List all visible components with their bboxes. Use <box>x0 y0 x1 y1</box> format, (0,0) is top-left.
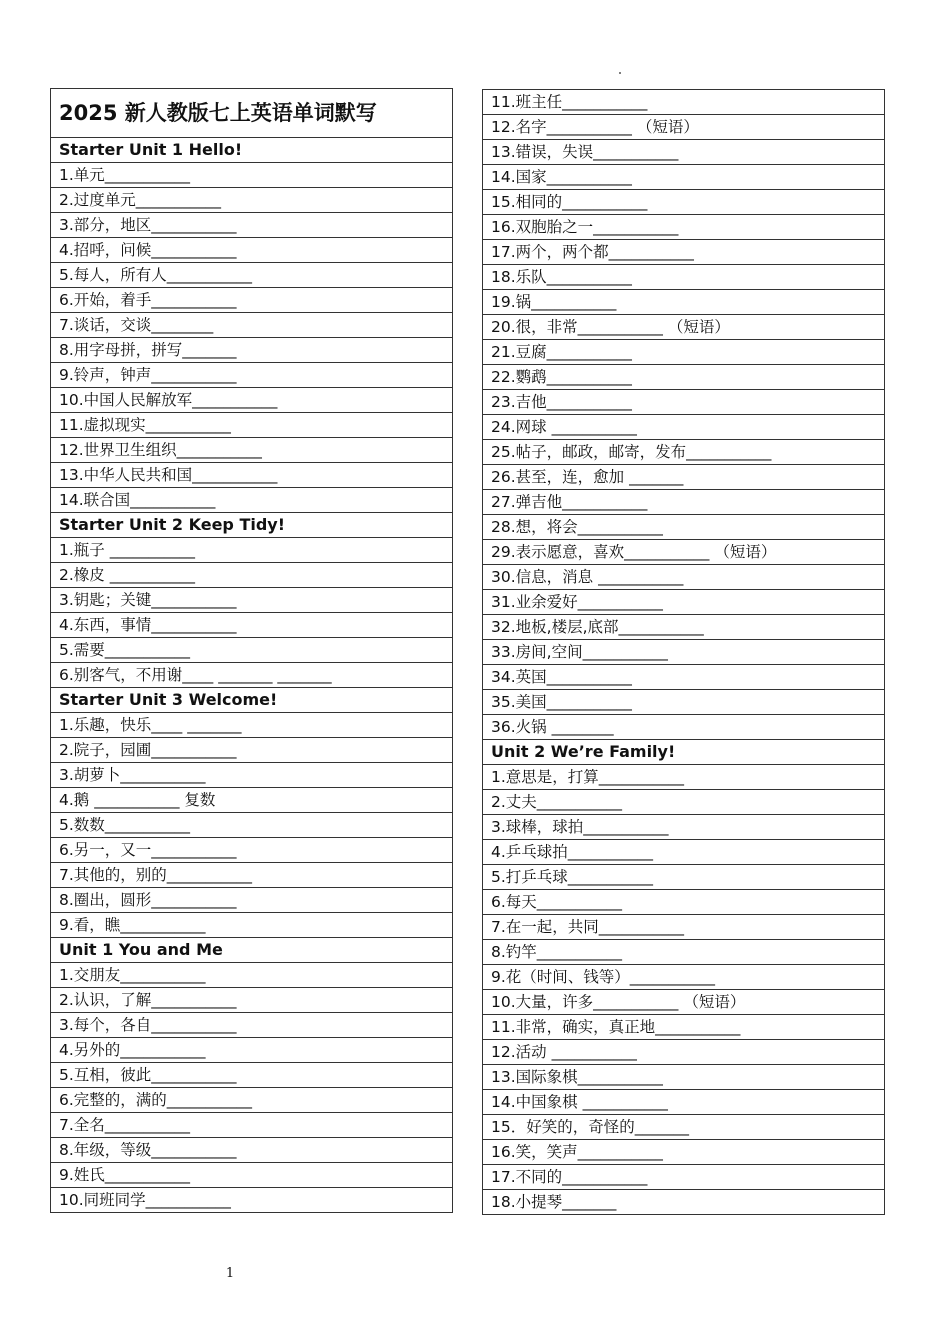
word-row <box>483 1190 885 1215</box>
word-row <box>51 813 453 838</box>
word-prompt: 25.帖子，邮政，邮寄，发布___________ <box>483 440 885 465</box>
word-prompt: 16.双胞胎之一___________ <box>483 215 885 240</box>
section-header-row <box>51 688 453 713</box>
word-row <box>51 338 453 363</box>
word-prompt: 8.用字母拼，拼写_______ <box>51 338 453 363</box>
word-row <box>483 1015 885 1040</box>
word-row <box>483 140 885 165</box>
word-prompt: 32.地板,楼层,底部___________ <box>483 615 885 640</box>
word-row <box>483 890 885 915</box>
word-row <box>483 365 885 390</box>
page-number: 1 <box>225 1266 235 1281</box>
word-prompt: 14.联合国___________ <box>51 488 453 513</box>
word-prompt: 3.球棒，球拍___________ <box>483 815 885 840</box>
word-row <box>483 90 885 115</box>
word-prompt: 4.乒乓球拍___________ <box>483 840 885 865</box>
word-prompt: 11.虚拟现实___________ <box>51 413 453 438</box>
word-row <box>51 463 453 488</box>
word-prompt: 1.乐趣，快乐____ _______ <box>51 713 453 738</box>
word-prompt: 2.过度单元___________ <box>51 188 453 213</box>
word-row <box>483 515 885 540</box>
word-row <box>483 115 885 140</box>
word-prompt: 9.姓氏___________ <box>51 1163 453 1188</box>
word-prompt: 3.部分，地区___________ <box>51 213 453 238</box>
word-row <box>51 313 453 338</box>
word-prompt: 1.瓶子 ___________ <box>51 538 453 563</box>
word-prompt: 9.铃声，钟声___________ <box>51 363 453 388</box>
word-row <box>51 1138 453 1163</box>
word-prompt: 4.鹅 ___________ 复数 <box>51 788 453 813</box>
word-row <box>483 215 885 240</box>
word-prompt: 15．好笑的，奇怪的_______ <box>483 1115 885 1140</box>
word-prompt: 6.开始，着手___________ <box>51 288 453 313</box>
word-prompt: 2.丈夫___________ <box>483 790 885 815</box>
word-prompt: 12.活动 ___________ <box>483 1040 885 1065</box>
word-prompt: 1.意思是，打算___________ <box>483 765 885 790</box>
word-row <box>483 1115 885 1140</box>
word-prompt: 22.鹦鹉___________ <box>483 365 885 390</box>
word-row <box>51 263 453 288</box>
word-prompt: 4.东西，事情___________ <box>51 613 453 638</box>
word-prompt: 21.豆腐___________ <box>483 340 885 365</box>
word-prompt: 2.院子，园圃___________ <box>51 738 453 763</box>
word-row <box>51 488 453 513</box>
word-row <box>483 790 885 815</box>
word-prompt: 2.认识，了解___________ <box>51 988 453 1013</box>
word-row <box>51 288 453 313</box>
word-prompt: 29.表示愿意，喜欢___________ （短语） <box>483 540 885 565</box>
word-row <box>51 713 453 738</box>
word-row <box>51 763 453 788</box>
word-row <box>483 590 885 615</box>
word-row <box>483 165 885 190</box>
word-row <box>483 1165 885 1190</box>
word-prompt: 9.花（时间、钱等）___________ <box>483 965 885 990</box>
word-prompt: 24.网球 ___________ <box>483 415 885 440</box>
word-prompt: 11.非常，确实，真正地___________ <box>483 1015 885 1040</box>
word-prompt: 5.互相，彼此___________ <box>51 1063 453 1088</box>
left-word-table <box>50 88 453 1213</box>
word-prompt: 13.国际象棋___________ <box>483 1065 885 1090</box>
word-row <box>483 390 885 415</box>
word-prompt: 8.钓竿___________ <box>483 940 885 965</box>
document-title: 2025 新人教版七上英语单词默写 <box>51 89 453 138</box>
word-prompt: 13.中华人民共和国___________ <box>51 463 453 488</box>
word-prompt: 7.谈话，交谈________ <box>51 313 453 338</box>
stray-dot-mark <box>619 72 621 74</box>
word-row <box>51 863 453 888</box>
word-prompt: 35.美国___________ <box>483 690 885 715</box>
section-title: Unit 2 We’re Family! <box>483 740 885 765</box>
word-row <box>51 163 453 188</box>
word-row <box>483 1040 885 1065</box>
word-prompt: 31.业余爱好___________ <box>483 590 885 615</box>
word-prompt: 16.笑，笑声___________ <box>483 1140 885 1165</box>
word-row <box>51 213 453 238</box>
word-prompt: 4.另外的___________ <box>51 1038 453 1063</box>
word-prompt: 19.锅___________ <box>483 290 885 315</box>
word-row <box>483 440 885 465</box>
title-row <box>51 89 453 138</box>
word-row <box>51 538 453 563</box>
word-row <box>483 640 885 665</box>
word-row <box>51 438 453 463</box>
word-prompt: 8.圈出，圆形___________ <box>51 888 453 913</box>
word-row <box>483 965 885 990</box>
word-prompt: 14.国家___________ <box>483 165 885 190</box>
word-row <box>483 415 885 440</box>
word-prompt: 12.世界卫生组织___________ <box>51 438 453 463</box>
word-row <box>51 563 453 588</box>
word-row <box>483 915 885 940</box>
word-prompt: 26.甚至，连，愈加 _______ <box>483 465 885 490</box>
right-word-table <box>482 89 885 1215</box>
word-row <box>483 990 885 1015</box>
word-prompt: 18.小提琴_______ <box>483 1190 885 1215</box>
word-prompt: 10.中国人民解放军___________ <box>51 388 453 413</box>
section-header-row <box>51 938 453 963</box>
word-row <box>51 913 453 938</box>
word-prompt: 1.交朋友___________ <box>51 963 453 988</box>
word-row <box>483 865 885 890</box>
word-row <box>483 265 885 290</box>
section-title: Starter Unit 2 Keep Tidy! <box>51 513 453 538</box>
word-row <box>51 788 453 813</box>
word-row <box>483 1140 885 1165</box>
word-prompt: 9.看，瞧___________ <box>51 913 453 938</box>
section-header-row <box>51 513 453 538</box>
word-row <box>51 963 453 988</box>
word-row <box>483 615 885 640</box>
word-row <box>483 490 885 515</box>
word-row <box>483 540 885 565</box>
word-row <box>483 665 885 690</box>
section-title: Unit 1 You and Me <box>51 938 453 963</box>
word-row <box>483 715 885 740</box>
word-prompt: 10.同班同学___________ <box>51 1188 453 1213</box>
word-row <box>51 413 453 438</box>
word-row <box>51 1088 453 1113</box>
word-row <box>483 465 885 490</box>
word-row <box>483 340 885 365</box>
word-row <box>51 1013 453 1038</box>
word-prompt: 3.钥匙；关键___________ <box>51 588 453 613</box>
word-prompt: 10.大量，许多___________ （短语） <box>483 990 885 1015</box>
word-row <box>51 388 453 413</box>
word-row <box>51 988 453 1013</box>
word-prompt: 7.其他的，别的___________ <box>51 863 453 888</box>
word-prompt: 23.吉他___________ <box>483 390 885 415</box>
word-row <box>51 613 453 638</box>
word-prompt: 11.班主任___________ <box>483 90 885 115</box>
word-row <box>51 588 453 613</box>
word-prompt: 6.另一，又一___________ <box>51 838 453 863</box>
word-prompt: 3.每个，各自___________ <box>51 1013 453 1038</box>
word-row <box>51 1188 453 1213</box>
word-prompt: 14.中国象棋 ___________ <box>483 1090 885 1115</box>
word-row <box>483 940 885 965</box>
word-row <box>51 738 453 763</box>
word-prompt: 7.全名___________ <box>51 1113 453 1138</box>
word-prompt: 1.单元___________ <box>51 163 453 188</box>
word-prompt: 18.乐队___________ <box>483 265 885 290</box>
word-prompt: 20.很，非常___________ （短语） <box>483 315 885 340</box>
word-prompt: 17.两个，两个都___________ <box>483 240 885 265</box>
word-prompt: 4.招呼，问候___________ <box>51 238 453 263</box>
word-row <box>483 1065 885 1090</box>
word-row <box>51 888 453 913</box>
word-row <box>51 663 453 688</box>
word-row <box>483 290 885 315</box>
word-row <box>51 1163 453 1188</box>
word-prompt: 13.错误，失误___________ <box>483 140 885 165</box>
word-prompt: 6.每天___________ <box>483 890 885 915</box>
word-row <box>51 838 453 863</box>
word-row <box>483 315 885 340</box>
word-prompt: 5.数数___________ <box>51 813 453 838</box>
word-prompt: 6.完整的，满的___________ <box>51 1088 453 1113</box>
word-row <box>483 240 885 265</box>
word-prompt: 2.橡皮 ___________ <box>51 563 453 588</box>
word-row <box>51 363 453 388</box>
word-row <box>483 1090 885 1115</box>
word-prompt: 5.打乒乓球___________ <box>483 865 885 890</box>
word-row <box>51 238 453 263</box>
word-prompt: 3.胡萝卜___________ <box>51 763 453 788</box>
word-prompt: 5.需要___________ <box>51 638 453 663</box>
word-prompt: 12.名字___________ （短语） <box>483 115 885 140</box>
word-prompt: 15.相同的___________ <box>483 190 885 215</box>
word-row <box>51 1063 453 1088</box>
word-prompt: 27.弹吉他___________ <box>483 490 885 515</box>
word-row <box>483 690 885 715</box>
word-row <box>483 190 885 215</box>
word-row <box>51 1113 453 1138</box>
word-prompt: 5.每人，所有人___________ <box>51 263 453 288</box>
word-prompt: 36.火锅 ________ <box>483 715 885 740</box>
word-prompt: 17.不同的___________ <box>483 1165 885 1190</box>
word-prompt: 7.在一起，共同___________ <box>483 915 885 940</box>
word-prompt: 28.想，将会___________ <box>483 515 885 540</box>
section-title: Starter Unit 3 Welcome! <box>51 688 453 713</box>
section-title: Starter Unit 1 Hello! <box>51 138 453 163</box>
word-row <box>483 765 885 790</box>
section-header-row <box>483 740 885 765</box>
word-row <box>51 1038 453 1063</box>
word-prompt: 8.年级，等级___________ <box>51 1138 453 1163</box>
word-prompt: 33.房间,空间___________ <box>483 640 885 665</box>
word-row <box>483 815 885 840</box>
section-header-row <box>51 138 453 163</box>
word-row <box>483 840 885 865</box>
word-prompt: 6.别客气，不用谢____ _______ _______ <box>51 663 453 688</box>
word-prompt: 30.信息，消息 ___________ <box>483 565 885 590</box>
word-row <box>51 638 453 663</box>
word-row <box>51 188 453 213</box>
word-row <box>483 565 885 590</box>
word-prompt: 34.英国___________ <box>483 665 885 690</box>
